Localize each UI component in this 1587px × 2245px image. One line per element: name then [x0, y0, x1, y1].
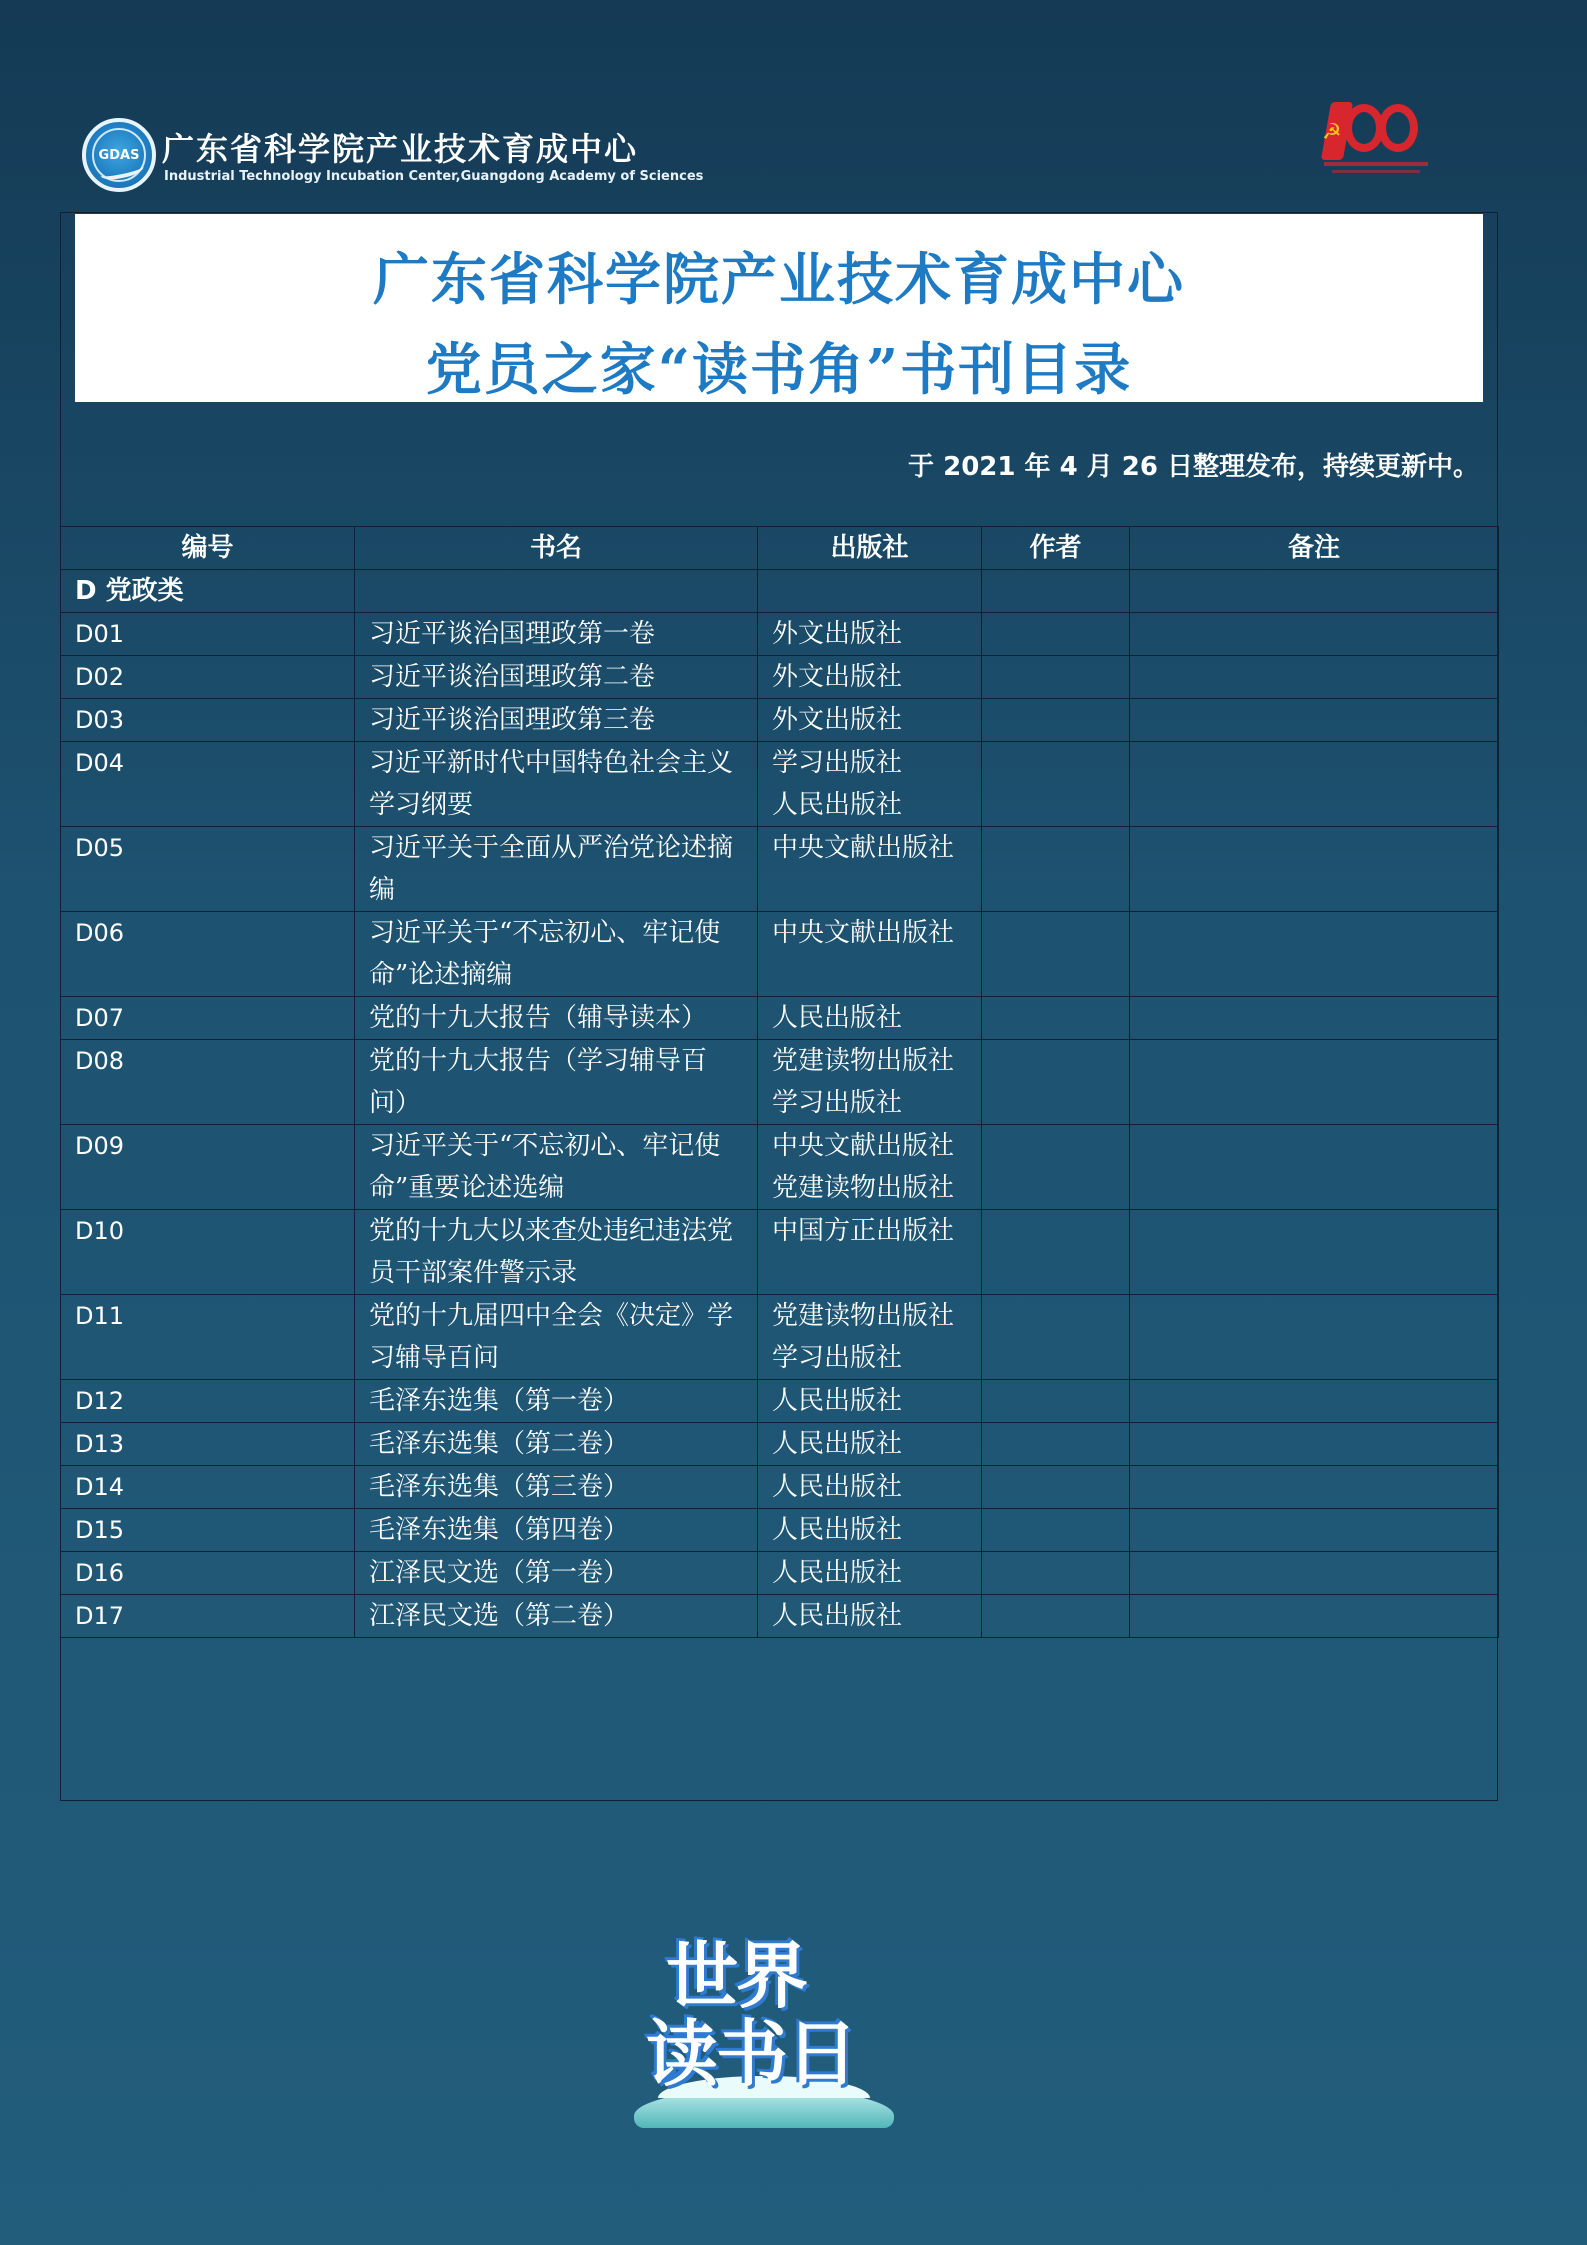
table-row: [61, 1380, 1499, 1423]
table-row: [61, 1466, 1499, 1509]
book-remark: [1130, 742, 1499, 827]
book-remark: [1130, 1423, 1499, 1466]
book-title: 习近平谈治国理政第一卷: [355, 613, 758, 656]
book-remark: [1130, 1040, 1499, 1125]
book-remark: [1130, 1509, 1499, 1552]
table-row: [61, 997, 1499, 1040]
publisher-name: 人民出版社: [772, 1515, 903, 1545]
publish-note: 于 2021 年 4 月 26 日整理发布，持续更新中。: [908, 452, 1479, 482]
publisher-name: 外文出版社: [772, 619, 903, 649]
book-publisher: [758, 1509, 982, 1552]
book-publisher: [758, 1595, 982, 1638]
book-code: D11: [61, 1295, 355, 1380]
table-header-row: [61, 527, 1499, 570]
table-row: [61, 656, 1499, 699]
book-publisher: [758, 827, 982, 912]
book-code: D09: [61, 1125, 355, 1210]
table-row: [61, 912, 1499, 997]
book-code: D16: [61, 1552, 355, 1595]
book-title: 毛泽东选集（第三卷）: [355, 1466, 758, 1509]
book-author: [982, 742, 1130, 827]
publisher-name: 中央文献出版社: [772, 918, 955, 948]
publisher-name: 人民出版社: [772, 1472, 903, 1502]
book-title: 毛泽东选集（第一卷）: [355, 1380, 758, 1423]
publisher-name: 学习出版社: [772, 1343, 903, 1373]
book-publisher: [758, 1040, 982, 1125]
book-author: [982, 997, 1130, 1040]
book-author: [982, 656, 1130, 699]
emblem-text-line2: 读书日: [646, 2012, 857, 2096]
table-row: [61, 1552, 1499, 1595]
book-remark: [1130, 1380, 1499, 1423]
book-title: 党的十九大报告（学习辅导百问）: [355, 1040, 758, 1125]
book-remark: [1130, 827, 1499, 912]
book-publisher: [758, 1423, 982, 1466]
book-remark: [1130, 1125, 1499, 1210]
book-title: 习近平关于“不忘初心、牢记使命”论述摘编: [355, 912, 758, 997]
book-code: D13: [61, 1423, 355, 1466]
book-title: 党的十九大以来查处违纪违法党员干部案件警示录: [355, 1210, 758, 1295]
book-code: D02: [61, 656, 355, 699]
table-row: [61, 1595, 1499, 1638]
header-remark: 备注: [1130, 527, 1499, 570]
publisher-name: 党建读物出版社: [772, 1173, 955, 1203]
publisher-name: 人民出版社: [772, 1386, 903, 1416]
book-title: 江泽民文选（第一卷）: [355, 1552, 758, 1595]
publisher-name: 人民出版社: [772, 1003, 903, 1033]
publisher-name: 党建读物出版社: [772, 1046, 955, 1076]
book-title: 党的十九届四中全会《决定》学习辅导百问: [355, 1295, 758, 1380]
book-remark: [1130, 1595, 1499, 1638]
book-remark: [1130, 1295, 1499, 1380]
book-title: 习近平谈治国理政第二卷: [355, 656, 758, 699]
table-row: [61, 1295, 1499, 1380]
book-publisher: [758, 1380, 982, 1423]
table-row: [61, 699, 1499, 742]
book-remark: [1130, 1210, 1499, 1295]
header-publisher: 出版社: [758, 527, 982, 570]
book-code: D01: [61, 613, 355, 656]
book-author: [982, 699, 1130, 742]
book-author: [982, 1595, 1130, 1638]
book-author: [982, 827, 1130, 912]
table-row: [61, 1210, 1499, 1295]
table-row: [61, 613, 1499, 656]
header-author: 作者: [982, 527, 1130, 570]
party-centenary-logo: [1320, 100, 1430, 180]
emblem-text-line1: 世界: [666, 1934, 807, 2018]
org-name-en: Industrial Technology Incubation Center,Guangdong Academy of Sciences: [164, 169, 704, 184]
book-author: [982, 1423, 1130, 1466]
book-publisher: [758, 742, 982, 827]
book-author: [982, 1552, 1130, 1595]
book-remark: [1130, 613, 1499, 656]
table-row: [61, 742, 1499, 827]
book-publisher: [758, 1210, 982, 1295]
table-row: [61, 1040, 1499, 1125]
book-code: D08: [61, 1040, 355, 1125]
book-catalog-table: [60, 526, 1499, 1638]
book-remark: [1130, 656, 1499, 699]
org-logo: [82, 118, 156, 192]
book-remark: [1130, 912, 1499, 997]
book-title: 习近平新时代中国特色社会主义学习纲要: [355, 742, 758, 827]
book-code: D03: [61, 699, 355, 742]
table-row: [61, 1125, 1499, 1210]
publisher-name: 学习出版社: [772, 1088, 903, 1118]
book-code: D07: [61, 997, 355, 1040]
book-author: [982, 1509, 1130, 1552]
book-code: D17: [61, 1595, 355, 1638]
publisher-name: 人民出版社: [772, 1558, 903, 1588]
book-code: D05: [61, 827, 355, 912]
book-title: 江泽民文选（第二卷）: [355, 1595, 758, 1638]
book-author: [982, 1040, 1130, 1125]
publisher-name: 中央文献出版社: [772, 833, 955, 863]
book-author: [982, 613, 1130, 656]
book-title: 毛泽东选集（第二卷）: [355, 1423, 758, 1466]
book-author: [982, 1466, 1130, 1509]
publisher-name: 外文出版社: [772, 662, 903, 692]
table-row: [61, 1509, 1499, 1552]
book-publisher: [758, 997, 982, 1040]
book-title: 习近平关于“不忘初心、牢记使命”重要论述选编: [355, 1125, 758, 1210]
book-publisher: [758, 1295, 982, 1380]
category-label: D 党政类: [61, 570, 355, 613]
publisher-name: 人民出版社: [772, 1601, 903, 1631]
table-row: [61, 1423, 1499, 1466]
book-author: [982, 912, 1130, 997]
header-code: 编号: [61, 527, 355, 570]
org-name-cn: 广东省科学院产业技术育成中心: [162, 130, 639, 168]
book-title: 党的十九大报告（辅导读本）: [355, 997, 758, 1040]
book-author: [982, 1125, 1130, 1210]
book-remark: [1130, 1466, 1499, 1509]
book-publisher: [758, 1466, 982, 1509]
publisher-name: 人民出版社: [772, 790, 903, 820]
book-code: D12: [61, 1380, 355, 1423]
publisher-name: 中央文献出版社: [772, 1131, 955, 1161]
title-box: [75, 214, 1483, 402]
book-code: D15: [61, 1509, 355, 1552]
publisher-name: 人民出版社: [772, 1429, 903, 1459]
book-remark: [1130, 699, 1499, 742]
book-code: D14: [61, 1466, 355, 1509]
book-author: [982, 1380, 1130, 1423]
book-code: D04: [61, 742, 355, 827]
book-publisher: [758, 613, 982, 656]
book-publisher: [758, 1125, 982, 1210]
publisher-name: 中国方正出版社: [772, 1216, 955, 1246]
book-publisher: [758, 699, 982, 742]
doc-title-line1: 广东省科学院产业技术育成中心: [373, 247, 1185, 313]
book-title: 毛泽东选集（第四卷）: [355, 1509, 758, 1552]
book-publisher: [758, 656, 982, 699]
book-publisher: [758, 912, 982, 997]
book-title: 习近平谈治国理政第三卷: [355, 699, 758, 742]
table-row: [61, 827, 1499, 912]
book-remark: [1130, 997, 1499, 1040]
book-title: 习近平关于全面从严治党论述摘编: [355, 827, 758, 912]
publisher-name: 党建读物出版社: [772, 1301, 955, 1331]
publisher-name: 学习出版社: [772, 748, 903, 778]
hammer-sickle-icon: ☭: [1322, 120, 1342, 145]
book-author: [982, 1210, 1130, 1295]
publisher-name: 外文出版社: [772, 705, 903, 735]
book-remark: [1130, 1552, 1499, 1595]
org-logo-abbr: GDAS: [98, 148, 140, 163]
book-author: [982, 1295, 1130, 1380]
book-code: D10: [61, 1210, 355, 1295]
header-title: 书名: [355, 527, 758, 570]
category-row: [61, 570, 1499, 613]
book-publisher: [758, 1552, 982, 1595]
doc-title-line2: 党员之家“读书角”书刊目录: [425, 337, 1133, 403]
world-reading-day-emblem: [628, 1918, 900, 2140]
book-code: D06: [61, 912, 355, 997]
